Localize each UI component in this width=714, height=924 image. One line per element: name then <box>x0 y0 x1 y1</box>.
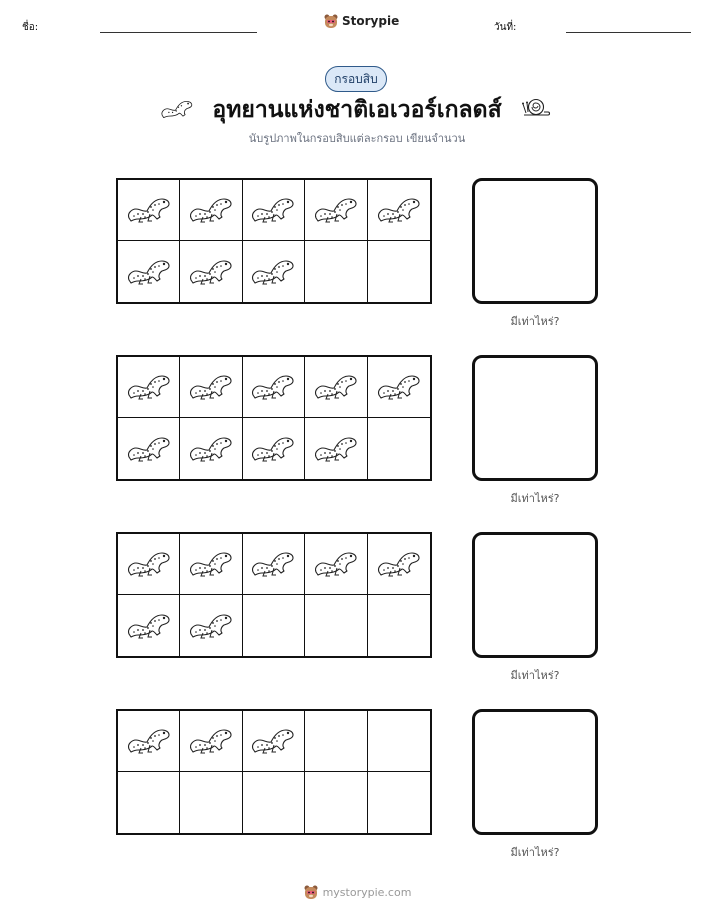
frame-cell <box>243 534 305 595</box>
frame-cell <box>368 418 430 479</box>
date-label: วันที่: <box>494 22 517 33</box>
frame-cell <box>118 595 180 656</box>
frame-cell <box>305 180 367 241</box>
frame-cell <box>180 180 242 241</box>
frame-cell <box>305 534 367 595</box>
lizard-icon <box>126 254 172 290</box>
frame-cell <box>243 357 305 418</box>
frame-cell <box>305 772 367 833</box>
lizard-icon <box>188 192 234 228</box>
frame-cell <box>243 595 305 656</box>
lizard-icon <box>188 369 234 405</box>
frame-cell <box>305 595 367 656</box>
frame-cell <box>368 595 430 656</box>
frame-cell <box>118 418 180 479</box>
date-line[interactable] <box>566 32 691 33</box>
lizard-icon <box>250 723 296 759</box>
lizard-icon <box>188 546 234 582</box>
frame-cell <box>305 418 367 479</box>
lizard-icon <box>250 254 296 290</box>
frame-cell <box>368 180 430 241</box>
lizard-icon <box>126 192 172 228</box>
lizard-icon <box>126 369 172 405</box>
lizard-icon <box>313 192 359 228</box>
answer-prompt-3: มีเท่าไหร่? <box>510 669 560 682</box>
lizard-icon <box>188 723 234 759</box>
answer-box-2[interactable] <box>472 355 598 481</box>
frame-cell <box>180 595 242 656</box>
page-title: อุทยานแห่งชาติเอเวอร์เกลดส์ <box>212 97 502 123</box>
frame-cell <box>368 534 430 595</box>
frame-cell <box>118 241 180 302</box>
frame-cell <box>243 180 305 241</box>
lizard-icon <box>188 254 234 290</box>
lizard-icon <box>126 723 172 759</box>
lizard-icon <box>313 546 359 582</box>
frame-cell <box>368 772 430 833</box>
frame-cell <box>243 241 305 302</box>
bear-mascot-icon <box>323 13 339 29</box>
answer-prompt-1: มีเท่าไหร่? <box>510 315 560 328</box>
frame-cell <box>118 772 180 833</box>
lizard-icon <box>376 546 422 582</box>
frame-cell <box>180 772 242 833</box>
frame-cell <box>118 534 180 595</box>
frame-cell <box>118 711 180 772</box>
lizard-icon <box>376 192 422 228</box>
lizard-icon <box>250 192 296 228</box>
lizard-icon <box>313 431 359 467</box>
frame-cell <box>368 241 430 302</box>
frame-cell <box>243 418 305 479</box>
worksheet-type-badge: กรอบสิบ <box>325 66 387 92</box>
frame-cell <box>305 357 367 418</box>
lizard-icon <box>126 431 172 467</box>
frame-cell <box>118 180 180 241</box>
frame-cell <box>180 534 242 595</box>
answer-box-3[interactable] <box>472 532 598 658</box>
instructions: นับรูปภาพในกรอบสิบแต่ละกรอบ เขียนจำนวน <box>248 132 466 145</box>
frame-cell <box>243 772 305 833</box>
footer <box>0 884 714 900</box>
lizard-icon <box>188 608 234 644</box>
lizard-icon <box>376 369 422 405</box>
name-line[interactable] <box>100 32 257 33</box>
ten-frame-3 <box>116 532 432 658</box>
frame-cell <box>305 711 367 772</box>
brand-name: Storypie <box>342 14 400 28</box>
lizard-icon <box>250 546 296 582</box>
ten-frame-4 <box>116 709 432 835</box>
frame-cell <box>180 357 242 418</box>
answer-box-4[interactable] <box>472 709 598 835</box>
lizard-icon <box>188 431 234 467</box>
lizard-icon <box>250 431 296 467</box>
answer-prompt-4: มีเท่าไหร่? <box>510 846 560 859</box>
ten-frame-1 <box>116 178 432 304</box>
answer-prompt-2: มีเท่าไหร่? <box>510 492 560 505</box>
frame-cell <box>305 241 367 302</box>
frame-cell <box>368 357 430 418</box>
footer-url: mystorypie.com <box>322 885 412 899</box>
lizard-icon <box>126 608 172 644</box>
lizard-icon <box>313 369 359 405</box>
frame-cell <box>180 241 242 302</box>
frame-cell <box>118 357 180 418</box>
lizard-icon <box>126 546 172 582</box>
frame-cell <box>180 418 242 479</box>
brand-logo <box>323 13 399 29</box>
bear-mascot-icon <box>303 884 319 900</box>
answer-box-1[interactable] <box>472 178 598 304</box>
frame-cell <box>368 711 430 772</box>
name-label: ชื่อ: <box>22 22 39 33</box>
frame-cell <box>243 711 305 772</box>
frame-cell <box>180 711 242 772</box>
ten-frame-2 <box>116 355 432 481</box>
snail-icon <box>520 95 552 119</box>
lizard-icon <box>250 369 296 405</box>
